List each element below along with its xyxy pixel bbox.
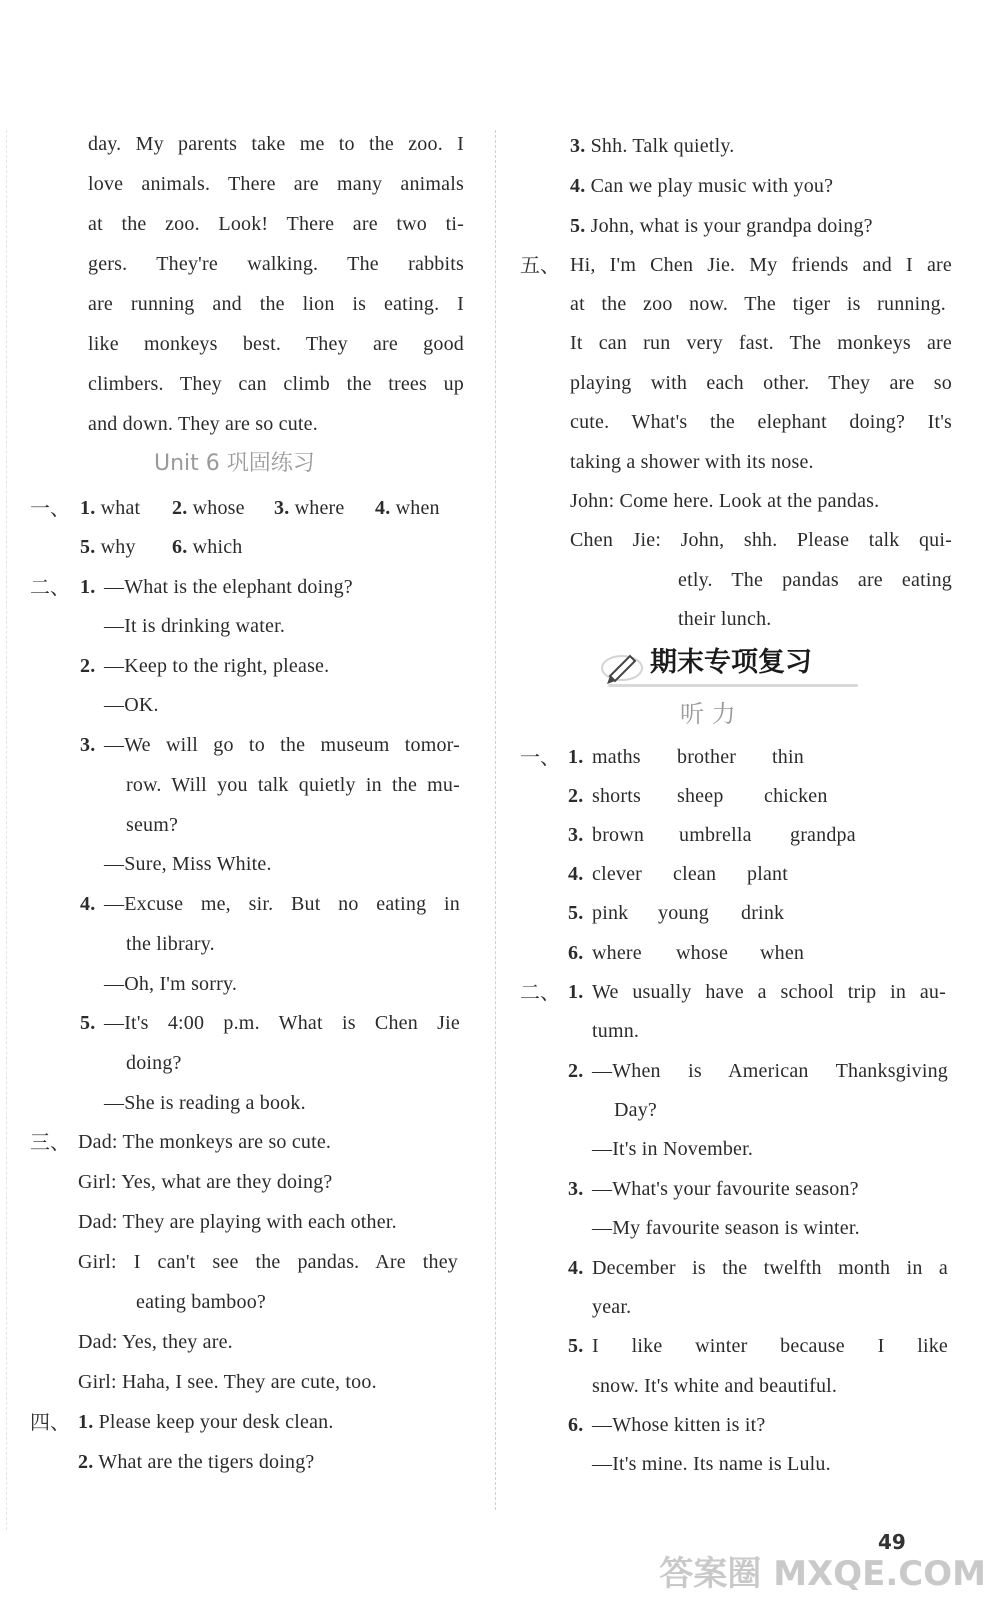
- text-line: —It is drinking water.: [104, 615, 286, 637]
- text-line: We usually have a school trip in au-: [592, 981, 946, 1003]
- word: pink: [592, 902, 629, 924]
- text-line: gers. They're walking. The rabbits: [88, 253, 464, 275]
- word: clever: [592, 863, 643, 885]
- listening-title: 听 力: [680, 700, 736, 728]
- word: maths: [592, 746, 641, 768]
- text-line: —When is American Thanksgiving: [592, 1060, 948, 1082]
- answer-item: 1. what: [80, 497, 141, 519]
- item-number: 5.: [80, 1012, 96, 1034]
- dialogue-line: Girl: I can't see the pandas. Are they: [78, 1251, 458, 1273]
- item-number: 2.: [568, 785, 584, 807]
- item-number: 3.: [568, 1178, 584, 1200]
- item-number: 4.: [568, 863, 584, 885]
- word: umbrella: [679, 824, 752, 846]
- section-mark: 一、: [520, 745, 560, 769]
- text-line: —It's 4:00 p.m. What is Chen Jie: [104, 1012, 460, 1034]
- text-line: snow. It's white and beautiful.: [592, 1375, 838, 1397]
- text-line: love animals. There are many animals: [88, 173, 464, 195]
- text-line: tumn.: [592, 1020, 640, 1042]
- text-line: —It's mine. Its name is Lulu.: [592, 1453, 831, 1475]
- text-line: December is the twelfth month in a: [592, 1257, 948, 1279]
- text-line: at the zoo. Look! There are two ti-: [88, 213, 464, 235]
- word: brown: [592, 824, 645, 846]
- item-number: 2.: [80, 655, 96, 677]
- word: plant: [747, 863, 788, 885]
- section-mark: 二、: [520, 980, 560, 1004]
- text-line: Hi, I'm Chen Jie. My friends and I are: [570, 254, 952, 276]
- text-line: —Sure, Miss White.: [104, 853, 272, 875]
- item-number: 4.: [80, 893, 96, 915]
- dialogue-line: Dad: The monkeys are so cute.: [78, 1131, 332, 1153]
- text-line: cute. What's the elephant doing? It's: [570, 411, 952, 433]
- answer-item: 3. where: [274, 497, 345, 519]
- text-line: —It's in November.: [592, 1138, 754, 1160]
- answer-item: 6. which: [172, 536, 243, 558]
- text-line: year.: [592, 1296, 632, 1318]
- pencil-icon: [600, 646, 644, 686]
- text-line: day. My parents take me to the zoo. I: [88, 133, 464, 155]
- text-line: —Oh, I'm sorry.: [104, 973, 238, 995]
- text-line: like monkeys best. They are good: [88, 333, 464, 355]
- word: drink: [741, 902, 785, 924]
- item-number: 3.: [568, 824, 584, 846]
- dialogue-line: Chen Jie: John, shh. Please talk qui-: [570, 529, 952, 551]
- dialogue-line: Dad: Yes, they are.: [78, 1331, 233, 1353]
- section-mark: 一、: [30, 496, 70, 520]
- answer-item: 1. Please keep your desk clean.: [78, 1411, 334, 1433]
- word: where: [592, 942, 642, 964]
- page-number: 49: [878, 1530, 906, 1554]
- word: grandpa: [790, 824, 856, 846]
- item-number: 1.: [568, 746, 584, 768]
- text-line: —My favourite season is winter.: [592, 1217, 860, 1239]
- text-line: taking a shower with its nose.: [570, 451, 814, 473]
- text-line: I like winter because I like: [592, 1335, 948, 1357]
- item-number: 5.: [568, 1335, 584, 1357]
- text-line: —What is the elephant doing?: [104, 576, 353, 598]
- text-line: —Excuse me, sir. But no eating in: [104, 893, 460, 915]
- word: thin: [772, 746, 804, 768]
- text-line: seum?: [126, 814, 179, 836]
- word: when: [760, 942, 805, 964]
- word: shorts: [592, 785, 641, 807]
- text-line: —OK.: [104, 694, 159, 716]
- dialogue-line: Girl: Yes, what are they doing?: [78, 1171, 333, 1193]
- title-underline: [608, 684, 858, 687]
- answer-item: 2. What are the tigers doing?: [78, 1451, 315, 1473]
- text-line: —What's your favourite season?: [592, 1178, 859, 1200]
- text-line: —We will go to the museum tomor-: [104, 734, 460, 756]
- answer-item: 2. whose: [172, 497, 245, 519]
- review-header: [600, 642, 860, 692]
- word: clean: [673, 863, 717, 885]
- section-mark: 四、: [30, 1410, 70, 1434]
- dialogue-line: their lunch.: [678, 608, 772, 630]
- text-line: —She is reading a book.: [104, 1092, 306, 1114]
- answer-item: 5. why: [80, 536, 136, 558]
- item-number: 6.: [568, 1414, 584, 1436]
- review-title: 期末专项复习: [650, 647, 812, 678]
- left-margin-line: [6, 130, 7, 1530]
- dialogue-line: John: Come here. Look at the pandas.: [570, 490, 880, 512]
- text-line: doing?: [126, 1052, 182, 1074]
- unit-title: Unit 6 巩固练习: [154, 451, 315, 476]
- text-line: —Keep to the right, please.: [104, 655, 330, 677]
- answer-item: 4. Can we play music with you?: [570, 175, 834, 197]
- word: brother: [677, 746, 737, 768]
- item-number: 5.: [568, 902, 584, 924]
- word: sheep: [677, 785, 724, 807]
- item-number: 4.: [568, 1257, 584, 1279]
- item-number: 1.: [568, 981, 584, 1003]
- text-line: —Whose kitten is it?: [592, 1414, 766, 1436]
- column-divider: [495, 130, 496, 1510]
- text-line: It can run very fast. The monkeys are: [570, 332, 952, 354]
- text-line: row. Will you talk quietly in the mu-: [126, 774, 460, 796]
- word: chicken: [764, 785, 828, 807]
- answer-item: 4. when: [375, 497, 440, 519]
- dialogue-line: eating bamboo?: [136, 1291, 266, 1313]
- text-line: climbers. They can climb the trees up: [88, 373, 464, 395]
- item-number: 2.: [568, 1060, 584, 1082]
- text-line: are running and the lion is eating. I: [88, 293, 464, 315]
- answer-item: 5. John, what is your grandpa doing?: [570, 215, 873, 237]
- text-line: the library.: [126, 933, 215, 955]
- word: young: [658, 902, 709, 924]
- text-line: at the zoo now. The tiger is running.: [570, 293, 946, 315]
- section-mark: 五、: [520, 253, 560, 277]
- item-number: 1.: [80, 576, 96, 598]
- answer-item: 3. Shh. Talk quietly.: [570, 135, 735, 157]
- watermark: 答案圈 MXQE.COM: [659, 1554, 986, 1594]
- section-mark: 二、: [30, 575, 70, 599]
- text-line: playing with each other. They are so: [570, 372, 952, 394]
- text-line: Day?: [614, 1099, 657, 1121]
- section-mark: 三、: [30, 1130, 70, 1154]
- word: whose: [676, 942, 729, 964]
- item-number: 3.: [80, 734, 96, 756]
- text-line: and down. They are so cute.: [88, 413, 318, 435]
- item-number: 6.: [568, 942, 584, 964]
- dialogue-line: Dad: They are playing with each other.: [78, 1211, 397, 1233]
- dialogue-line: Girl: Haha, I see. They are cute, too.: [78, 1371, 377, 1393]
- dialogue-line: etly. The pandas are eating: [678, 569, 952, 591]
